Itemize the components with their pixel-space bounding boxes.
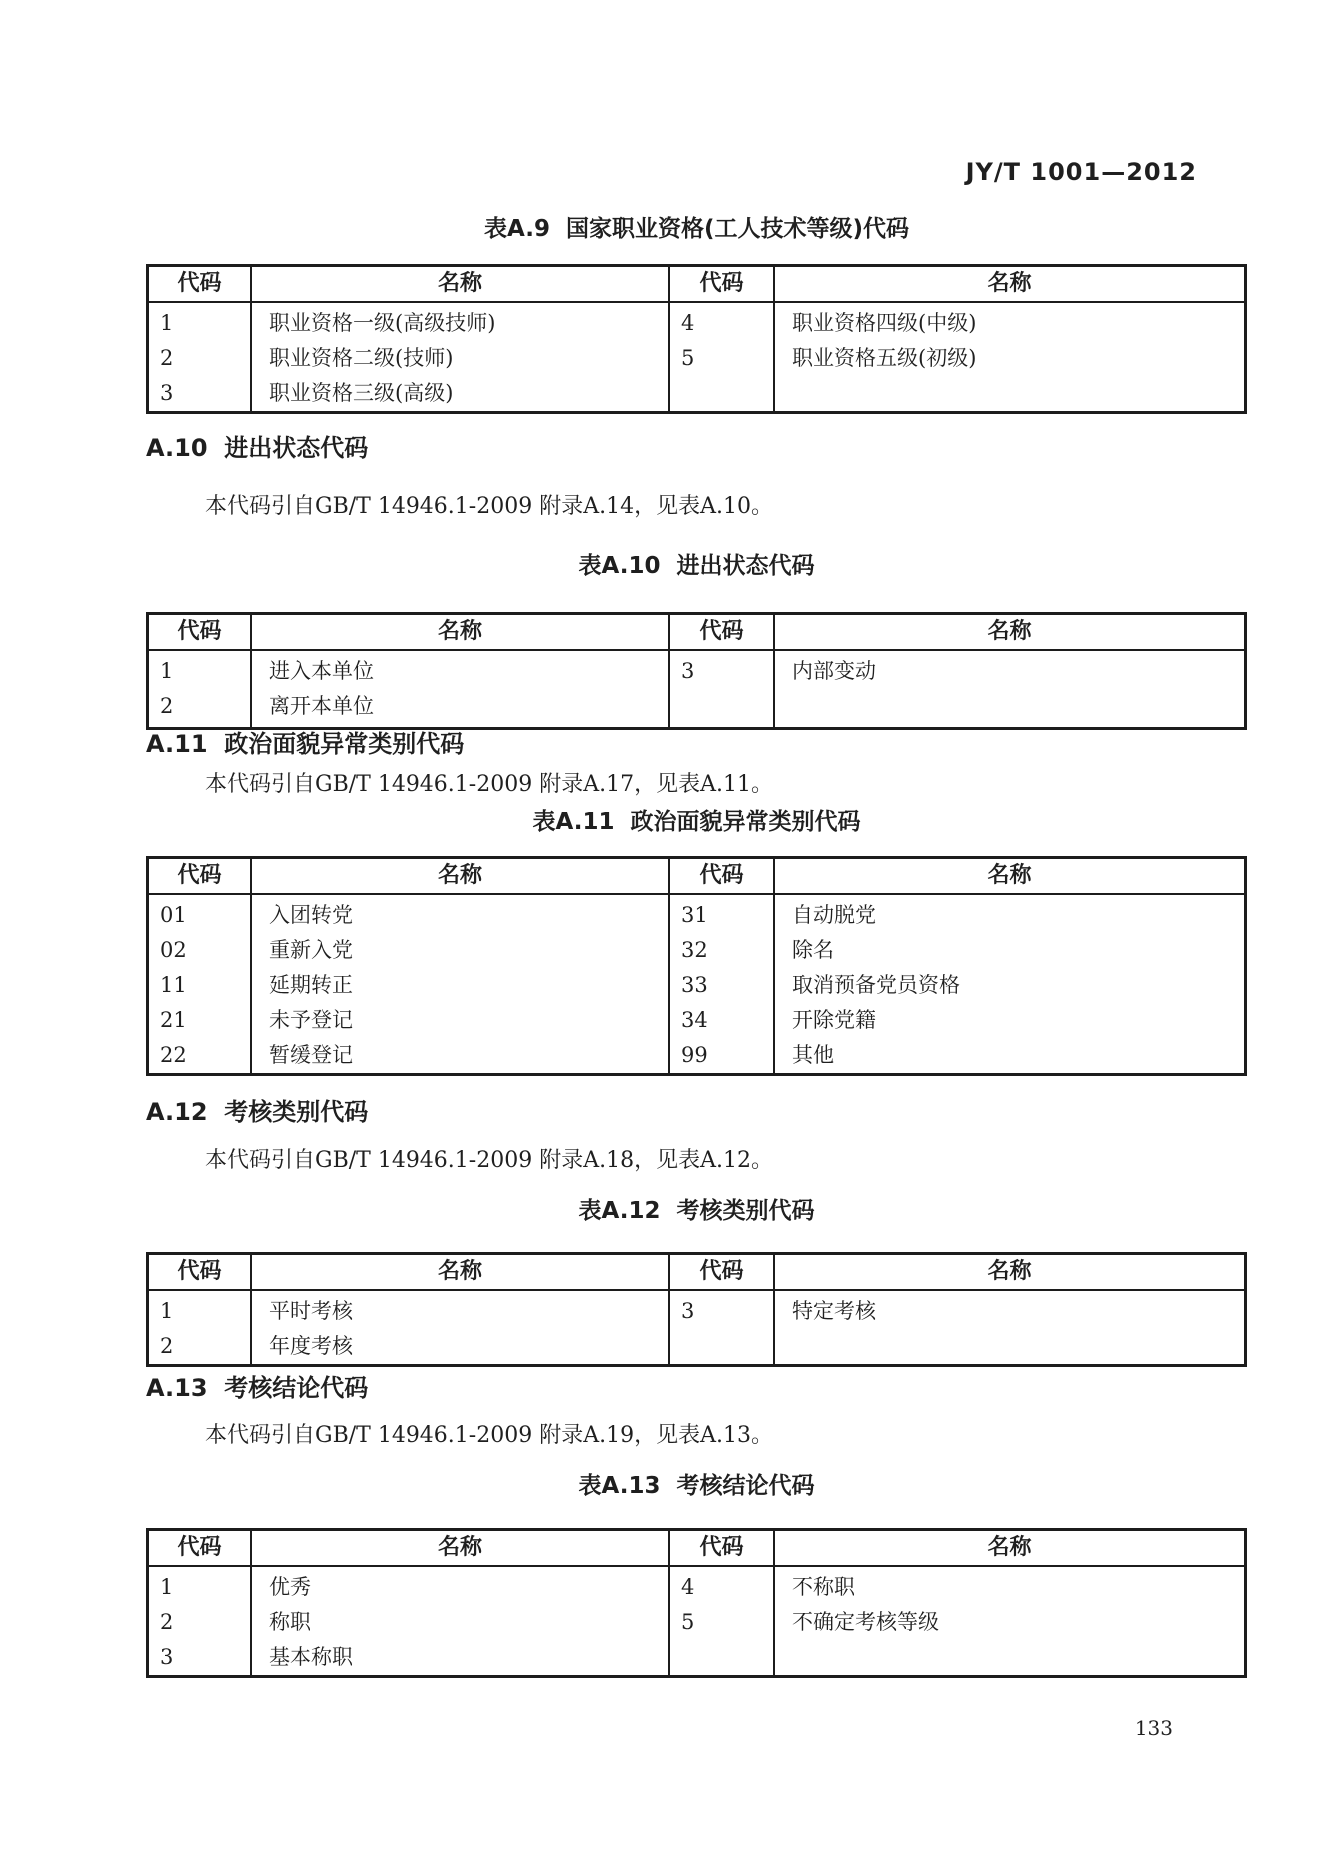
- name-cell: 重新入党: [269, 938, 353, 962]
- name-cell: 职业资格一级(高级技师): [269, 311, 496, 335]
- column-header-code: 代码: [149, 1255, 252, 1291]
- name-cell: 特定考核: [792, 1299, 876, 1323]
- table-a9-title: 表A.9 国家职业资格(工人技术等级)代码: [483, 216, 909, 242]
- table-a10: [146, 612, 1247, 730]
- name-cell: 自动脱党: [792, 903, 876, 927]
- table-a11: [146, 856, 1247, 1076]
- name-column: [775, 1291, 1244, 1364]
- name-column: [252, 1291, 670, 1364]
- code-column: [149, 651, 252, 727]
- name-cell: 延期转正: [269, 973, 353, 997]
- column-header-code: 代码: [670, 859, 775, 895]
- section-paragraph-a10: 本代码引自GB/T 14946.1-2009 附录A.14，见表A.10。: [205, 494, 773, 519]
- table-a9: [146, 264, 1247, 414]
- code-cell: 32: [681, 938, 708, 962]
- name-cell: 离开本单位: [269, 694, 374, 718]
- column-header-code: 代码: [149, 1531, 252, 1567]
- name-cell: 优秀: [269, 1575, 311, 1599]
- code-cell: 22: [160, 1043, 187, 1067]
- section-paragraph-a12: 本代码引自GB/T 14946.1-2009 附录A.18，见表A.12。: [205, 1148, 773, 1173]
- column-header-name: 名称: [252, 615, 670, 651]
- column-header-code: 代码: [670, 1255, 775, 1291]
- column-header-name: 名称: [252, 1255, 670, 1291]
- code-column: [670, 1567, 775, 1675]
- code-column: [149, 303, 252, 411]
- code-cell: 34: [681, 1008, 708, 1032]
- code-cell: 3: [160, 381, 174, 405]
- name-cell: 职业资格五级(初级): [792, 346, 977, 370]
- code-cell: 3: [681, 1299, 695, 1323]
- code-cell: 31: [681, 903, 708, 927]
- column-header-name: 名称: [775, 859, 1244, 895]
- code-cell: 1: [160, 659, 174, 683]
- table-a13-title: 表A.13 考核结论代码: [578, 1473, 815, 1499]
- name-column: [252, 1567, 670, 1675]
- column-header-code: 代码: [670, 267, 775, 303]
- code-cell: 4: [681, 1575, 695, 1599]
- column-header-name: 名称: [252, 267, 670, 303]
- code-cell: 3: [160, 1645, 174, 1669]
- name-cell: 取消预备党员资格: [792, 973, 960, 997]
- code-cell: 1: [160, 1575, 174, 1599]
- section-heading-a11: A.11 政治面貌异常类别代码: [146, 730, 465, 758]
- code-cell: 2: [160, 694, 174, 718]
- column-header-name: 名称: [775, 615, 1244, 651]
- column-header-name: 名称: [775, 1531, 1244, 1567]
- code-cell: 2: [160, 1610, 174, 1634]
- code-cell: 11: [160, 973, 187, 997]
- section-paragraph-a13: 本代码引自GB/T 14946.1-2009 附录A.19，见表A.13。: [205, 1423, 773, 1448]
- code-cell: 4: [681, 311, 695, 335]
- column-header-code: 代码: [670, 615, 775, 651]
- section-heading-a12: A.12 考核类别代码: [146, 1098, 369, 1126]
- page-number: 133: [1134, 1716, 1173, 1740]
- name-cell: 称职: [269, 1610, 311, 1634]
- name-column: [252, 303, 670, 411]
- table-a13: [146, 1528, 1247, 1678]
- table-a12: [146, 1252, 1247, 1367]
- section-heading-a13: A.13 考核结论代码: [146, 1374, 369, 1402]
- code-column: [670, 651, 775, 727]
- name-cell: 入团转党: [269, 903, 353, 927]
- code-cell: 1: [160, 1299, 174, 1323]
- section-paragraph-a11: 本代码引自GB/T 14946.1-2009 附录A.17，见表A.11。: [205, 772, 773, 797]
- code-column: [149, 895, 252, 1073]
- name-cell: 内部变动: [792, 659, 876, 683]
- name-cell: 进入本单位: [269, 659, 374, 683]
- name-column: [252, 895, 670, 1073]
- name-cell: 基本称职: [269, 1645, 353, 1669]
- name-cell: 未予登记: [269, 1008, 353, 1032]
- name-column: [775, 651, 1244, 727]
- column-header-name: 名称: [775, 1255, 1244, 1291]
- table-a10-title: 表A.10 进出状态代码: [578, 553, 815, 579]
- code-cell: 33: [681, 973, 708, 997]
- name-cell: 年度考核: [269, 1334, 353, 1358]
- table-a11-title: 表A.11 政治面貌异常类别代码: [532, 809, 861, 835]
- code-cell: 02: [160, 938, 187, 962]
- code-column: [149, 1291, 252, 1364]
- document-number-header: JY/T 1001—2012: [965, 158, 1197, 186]
- name-cell: 职业资格二级(技师): [269, 346, 454, 370]
- code-cell: 5: [681, 1610, 695, 1634]
- name-column: [775, 895, 1244, 1073]
- name-column: [775, 303, 1244, 411]
- column-header-name: 名称: [775, 267, 1244, 303]
- code-cell: 99: [681, 1043, 708, 1067]
- name-column: [252, 651, 670, 727]
- code-cell: 21: [160, 1008, 187, 1032]
- name-cell: 平时考核: [269, 1299, 353, 1323]
- code-column: [670, 895, 775, 1073]
- name-cell: 职业资格四级(中级): [792, 311, 977, 335]
- code-column: [670, 303, 775, 411]
- column-header-name: 名称: [252, 859, 670, 895]
- name-cell: 开除党籍: [792, 1008, 876, 1032]
- column-header-code: 代码: [149, 267, 252, 303]
- code-cell: 2: [160, 346, 174, 370]
- code-cell: 2: [160, 1334, 174, 1358]
- column-header-name: 名称: [252, 1531, 670, 1567]
- column-header-code: 代码: [149, 615, 252, 651]
- name-cell: 暂缓登记: [269, 1043, 353, 1067]
- code-column: [670, 1291, 775, 1364]
- code-cell: 1: [160, 311, 174, 335]
- name-cell: 除名: [792, 938, 834, 962]
- name-cell: 不确定考核等级: [792, 1610, 939, 1634]
- column-header-code: 代码: [149, 859, 252, 895]
- name-cell: 其他: [792, 1043, 834, 1067]
- table-a12-title: 表A.12 考核类别代码: [578, 1198, 815, 1224]
- name-cell: 职业资格三级(高级): [269, 381, 454, 405]
- name-cell: 不称职: [792, 1575, 855, 1599]
- code-cell: 3: [681, 659, 695, 683]
- section-heading-a10: A.10 进出状态代码: [146, 434, 369, 462]
- code-cell: 5: [681, 346, 695, 370]
- code-cell: 01: [160, 903, 187, 927]
- column-header-code: 代码: [670, 1531, 775, 1567]
- code-column: [149, 1567, 252, 1675]
- name-column: [775, 1567, 1244, 1675]
